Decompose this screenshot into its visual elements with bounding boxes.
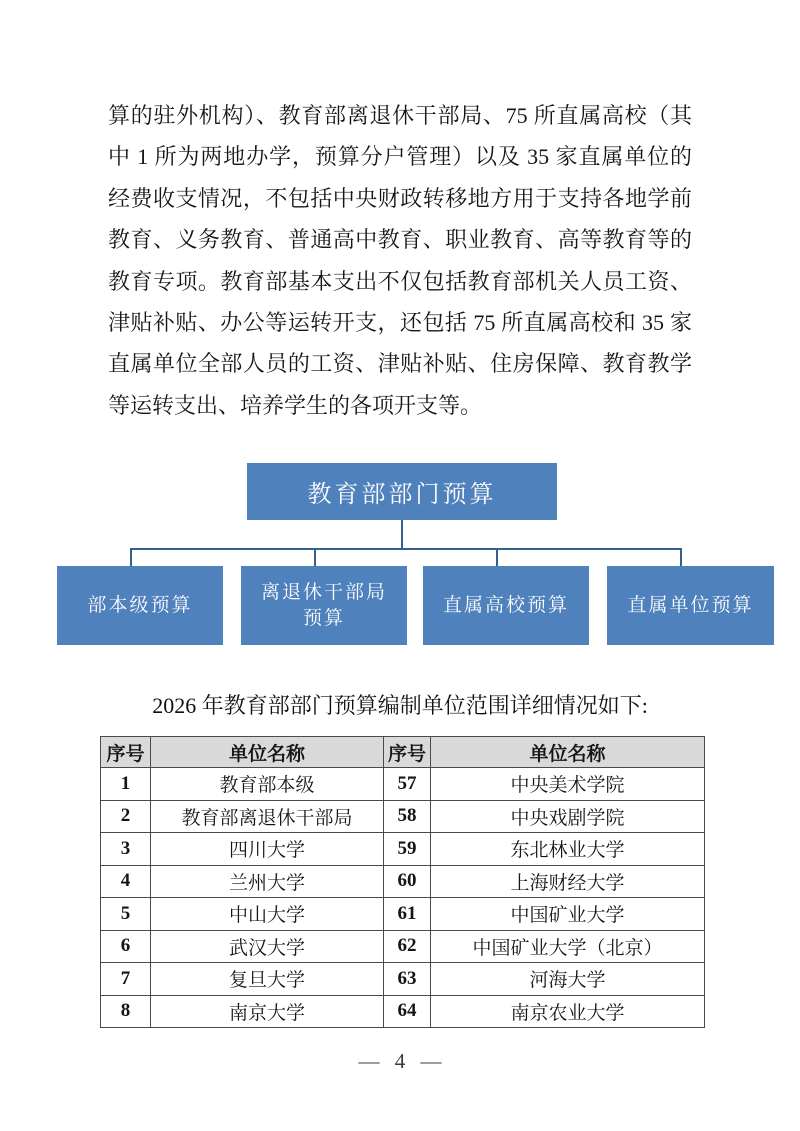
header-unit-name-right: 单位名称 [431,737,705,768]
header-seq-right: 序号 [384,737,431,768]
cell-unit-name: 中央戏剧学院 [431,800,705,833]
table-row [101,768,705,801]
table-row [101,833,705,866]
cell-seq: 58 [384,800,431,833]
cell-seq: 4 [101,865,151,898]
cell-unit-name: 中国矿业大学（北京） [431,930,705,963]
org-child-label: 离退休干部局预算 [260,581,387,629]
cell-unit-name: 教育部本级 [151,768,384,801]
org-child-box-affiliated-units [607,566,774,645]
paragraph-line: 津贴补贴、办公等运转开支，还包括 75 所直属高校和 35 家 [108,310,692,336]
table-row [101,800,705,833]
cell-unit-name: 东北林业大学 [431,833,705,866]
cell-unit-name: 四川大学 [151,833,384,866]
cell-unit-name: 复旦大学 [151,963,384,996]
cell-seq: 7 [101,963,151,996]
cell-unit-name: 河海大学 [431,963,705,996]
org-child-label: 部本级预算 [87,594,193,616]
cell-seq: 64 [384,995,431,1028]
cell-unit-name: 南京大学 [151,995,384,1028]
cell-unit-name: 武汉大学 [151,930,384,963]
table-row [101,865,705,898]
cell-seq: 3 [101,833,151,866]
cell-unit-name: 中国矿业大学 [431,898,705,931]
budget-units-table [100,736,705,1028]
page-number: — 4 — [358,1049,442,1073]
cell-seq: 62 [384,930,431,963]
cell-seq: 63 [384,963,431,996]
paragraph-line: 中 1 所为两地办学，预算分户管理）以及 35 家直属单位的 [108,144,692,170]
org-root-box: 教育部部门预算 [247,463,557,520]
org-child-box-retired-cadre-bureau [241,566,407,645]
cell-unit-name: 南京农业大学 [431,995,705,1028]
body-paragraph [108,95,692,426]
cell-seq: 61 [384,898,431,931]
cell-seq: 59 [384,833,431,866]
header-unit-name-left: 单位名称 [151,737,384,768]
budget-org-chart [0,463,800,645]
paragraph-line: 直属单位全部人员的工资、津贴补贴、住房保障、教育教学 [108,351,692,377]
cell-unit-name: 中山大学 [151,898,384,931]
org-connector-stub [314,548,316,567]
table-row [101,898,705,931]
paragraph-line: 教育专项。教育部基本支出不仅包括教育部机关人员工资、 [108,268,692,294]
paragraph-line: 教育、义务教育、普通高中教育、职业教育、高等教育等的 [108,227,692,253]
cell-seq: 60 [384,865,431,898]
cell-unit-name: 中央美术学院 [431,768,705,801]
cell-unit-name: 教育部离退休干部局 [151,800,384,833]
org-child-box-ministry-level [57,566,223,645]
org-child-label: 直属单位预算 [627,594,754,616]
table-caption: 2026 年教育部部门预算编制单位范围详细情况如下: [152,693,648,718]
paragraph-line: 算的驻外机构）、教育部离退休干部局、75 所直属高校（其 [108,103,692,128]
cell-unit-name: 兰州大学 [151,865,384,898]
org-connector-stub [680,548,682,567]
paragraph-line: 经费收支情况，不包括中央财政转移地方用于支持各地学前 [108,185,692,211]
cell-seq: 6 [101,930,151,963]
cell-seq: 57 [384,768,431,801]
org-connector-stub [496,548,498,567]
header-seq-left: 序号 [101,737,151,768]
org-child-label: 直属高校预算 [442,594,569,616]
table-row [101,963,705,996]
cell-seq: 1 [101,768,151,801]
org-connector-horizontal [130,548,682,550]
org-child-box-affiliated-universities [423,566,589,645]
table-header-row [101,737,705,768]
table-row [101,930,705,963]
org-connector-stub [130,548,132,567]
cell-unit-name: 上海财经大学 [431,865,705,898]
paragraph-line: 等运转支出、培养学生的各项开支等。 [108,392,483,418]
cell-seq: 2 [101,800,151,833]
cell-seq: 8 [101,995,151,1028]
org-connector-vertical [401,520,403,548]
cell-seq: 5 [101,898,151,931]
table-row [101,995,705,1028]
